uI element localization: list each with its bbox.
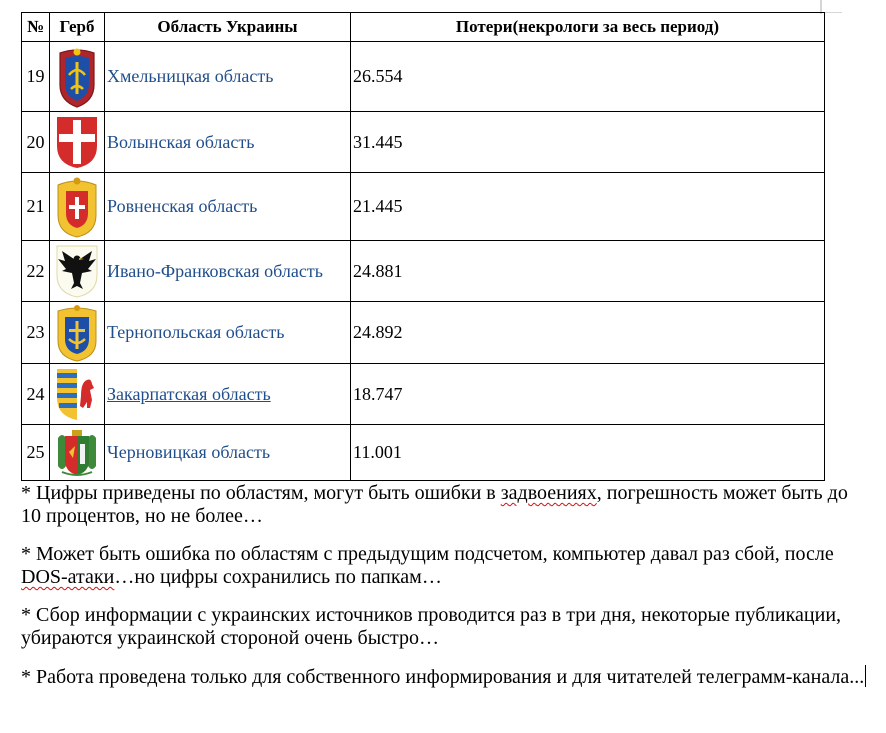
- khmelnytskyi-coat-of-arms-icon: [54, 45, 100, 109]
- ivano-frankivsk-coat-of-arms-icon: [54, 243, 100, 299]
- note-paragraph[interactable]: [21, 665, 871, 689]
- spellcheck-flagged-word: задвоениях: [500, 482, 597, 504]
- losses-value: 24.892: [351, 302, 825, 364]
- table-row: [22, 241, 825, 302]
- row-number: 19: [22, 42, 50, 112]
- row-number: 22: [22, 241, 50, 302]
- note-paragraph: [21, 604, 871, 650]
- losses-value: 11.001: [351, 425, 825, 481]
- coat-cell: [50, 364, 105, 425]
- region-name: Хмельницкая область: [105, 42, 351, 112]
- losses-value: 24.881: [351, 241, 825, 302]
- table-header-row: [22, 13, 825, 42]
- note-text: * Цифры приведены по областям, могут быть ошибки в: [21, 482, 501, 504]
- losses-value: 18.747: [351, 364, 825, 425]
- region-name: Волынская область: [105, 112, 351, 173]
- coat-cell: [50, 241, 105, 302]
- table-row: [22, 42, 825, 112]
- note-paragraph: [21, 482, 871, 528]
- losses-value: 31.445: [351, 112, 825, 173]
- coat-cell: [50, 302, 105, 364]
- coat-cell: [50, 425, 105, 481]
- note-text: * Сбор информации с украинских источников проводится раз в три дня, некоторые публикации, убираются украинской стороной очень быстро…: [21, 604, 842, 649]
- header-region: Область Украины: [105, 13, 351, 42]
- coat-cell: [50, 112, 105, 173]
- chernivtsi-coat-of-arms-icon: [54, 428, 100, 478]
- note-text: …но цифры сохранились по папкам…: [114, 566, 442, 588]
- header-losses: Потери(некрологи за весь период): [351, 13, 825, 42]
- note-text: * Может быть ошибка по областям с предыдущим подсчетом, компьютер давал раз сбой, после: [21, 543, 834, 565]
- losses-value: 21.445: [351, 173, 825, 241]
- header-coat: Герб: [50, 13, 105, 42]
- text-cursor: [865, 665, 866, 687]
- table-row: [22, 112, 825, 173]
- note-paragraph: [21, 543, 871, 589]
- spellcheck-flagged-word: DOS-атаки: [21, 566, 115, 588]
- losses-table: [21, 12, 825, 481]
- note-text: * Работа проведена только для собственного информирования и для читателей телеграмм-канала...: [21, 666, 865, 688]
- volyn-coat-of-arms-icon: [54, 114, 100, 170]
- table-row: [22, 364, 825, 425]
- table-row: [22, 173, 825, 241]
- row-number: 23: [22, 302, 50, 364]
- region-name: Ивано-Франковская область: [105, 241, 351, 302]
- row-number: 25: [22, 425, 50, 481]
- region-name: Ровненская область: [105, 173, 351, 241]
- note-text: , погрешность может быть до 10 процентов, но не более…: [21, 482, 848, 527]
- table-row: [22, 425, 825, 481]
- region-link[interactable]: Закарпатская область: [105, 364, 351, 425]
- header-num: №: [22, 13, 50, 42]
- row-number: 20: [22, 112, 50, 173]
- rivne-coat-of-arms-icon: [54, 175, 100, 239]
- coat-cell: [50, 42, 105, 112]
- ternopil-coat-of-arms-icon: [54, 303, 100, 363]
- table-row: [22, 302, 825, 364]
- zakarpattia-coat-of-arms-icon: [54, 366, 100, 422]
- coat-cell: [50, 173, 105, 241]
- notes-section: [21, 482, 871, 704]
- row-number: 24: [22, 364, 50, 425]
- region-name: Черновицкая область: [105, 425, 351, 481]
- row-number: 21: [22, 173, 50, 241]
- region-name: Тернопольская область: [105, 302, 351, 364]
- losses-value: 26.554: [351, 42, 825, 112]
